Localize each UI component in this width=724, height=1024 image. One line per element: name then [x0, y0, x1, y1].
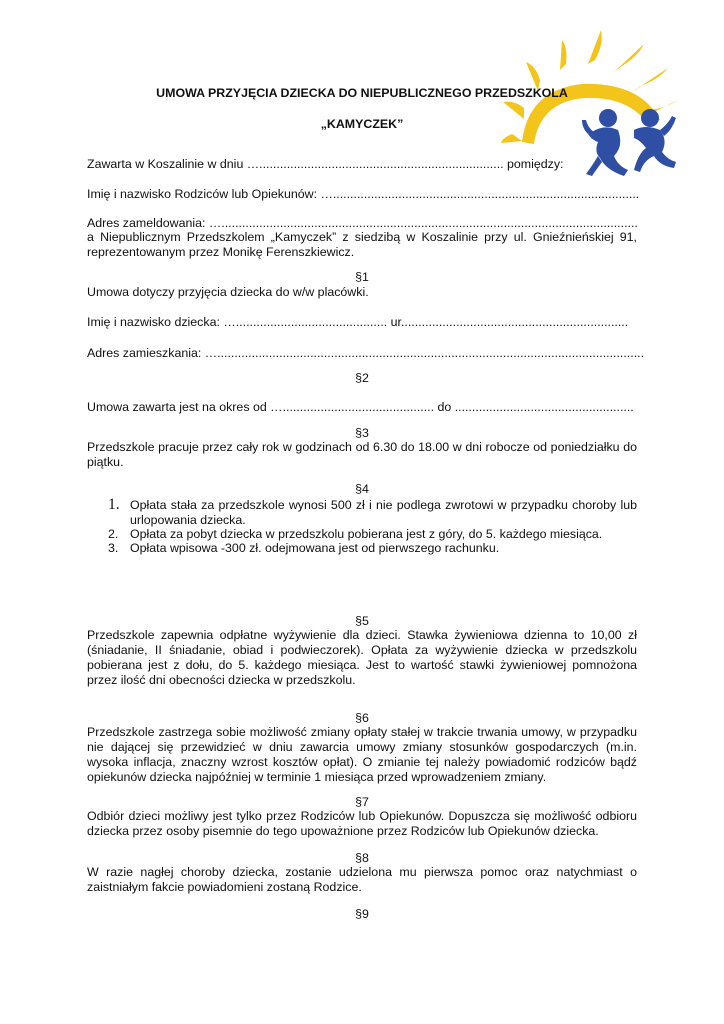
section-6-heading: §6: [355, 711, 369, 725]
section-5-heading: §5: [355, 614, 369, 628]
section-3-heading: §3: [355, 426, 369, 440]
list-item-number: 1.: [108, 496, 120, 513]
list-item-number: 2.: [108, 527, 119, 541]
section-6-text: Przedszkole zastrzega sobie możliwość zmiany opłaty stałej w trakcie trwania umowy, w przypadku nie dającej się przewidzieć w dniu zawarcia umowy zmiany stosunków gospodarczych (m.in. wysoka inflacja, znaczny wzrost kosztów opłat). O zmianie tej należy powiadomić rodziców bądź opiekunów dziecka najpóźniej w terminie 1 miesiąca przed wprowadzeniem zmiany.: [87, 725, 637, 784]
section-7-text: Odbiór dzieci możliwy jest tylko przez Rodziców lub Opiekunów. Dopuszcza się możliwość odbioru dziecka przez osoby pisemnie do tego upoważnione przez Rodziców lub Opiekunów dziecka.: [87, 809, 637, 838]
fee-list-item-2: Opłata za pobyt dziecka w przedszkolu pobierana jest z góry, do 5. każdego miesiąca.: [130, 527, 603, 541]
residence-address-line: Adres zamieszkania: …............................................................................................................................: [87, 346, 645, 360]
fee-list-item-3: Opłata wpisowa -300 zł. odejmowana jest od pierwszego rachunku.: [130, 541, 500, 555]
fee-list-item-1: Opłata stała za przedszkole wynosi 500 zł i nie podlega zwrotowi w przypadku choroby lub urlopowania dziecka.: [130, 498, 637, 527]
section-1-heading: §1: [355, 270, 369, 284]
section-2-text: Umowa zawarta jest na okres od …............................................ do ....................................................: [87, 400, 634, 414]
document-title: UMOWA PRZYJĘCIA DZIECKA DO NIEPUBLICZNEGO PRZEDSZKOLA: [156, 86, 568, 100]
section-4-heading: §4: [355, 482, 369, 496]
section-7-heading: §7: [355, 795, 369, 809]
list-item-number: 3.: [108, 541, 119, 555]
concluded-line: Zawarta w Koszalinie w dniu …....................................................................... pomiędzy:: [87, 157, 564, 171]
section-8-text: W razie nagłej choroby dziecka, zostanie udzielona mu pierwsza pomoc oraz natychmiast o zaistniałym fakcie powiadomieni zostaną Rodzice.: [87, 865, 637, 894]
preschool-party-paragraph: a Niepublicznym Przedszkolem „Kamyczek” z siedzibą w Koszalinie przy ul. Gnieźnieńskiej 91, reprezentowanym przez Monikę Ferenszkiewicz.: [87, 230, 637, 259]
child-name-line: Imię i nazwisko dziecka: …............................................ ur..................................................................: [87, 315, 629, 329]
section-1-text: Umowa dotyczy przyjęcia dziecka do w/w placówki.: [87, 285, 369, 299]
section-3-text: Przedszkole pracuje przez cały rok w godzinach od 6.30 do 18.00 w dni robocze od poniedziałku do piątku.: [87, 440, 637, 469]
registered-address-line: Adres zameldowania: ….........................................................................................................................: [87, 216, 638, 230]
section-8-heading: §8: [355, 851, 369, 865]
section-2-heading: §2: [355, 371, 369, 385]
preschool-name: „KAMYCZEK”: [320, 117, 404, 131]
section-9-heading: §9: [355, 907, 369, 921]
section-5-text: Przedszkole zapewnia odpłatne wyżywienie dla dzieci. Stawka żywieniowa dzienna to 10,00 zł (śniadanie, II śniadanie, obiad i podwieczorek). Opłata za wyżywienie dziecka w przedszkolu pobierana jest z dołu, do 5. każdego miesiąca. Jest to wartość stawki żywieniowej pomnożona przez ilość dni obecności dziecka w przedszkolu.: [87, 628, 637, 687]
parents-name-line: Imię i nazwisko Rodziców lub Opiekunów: ….........................................................................................: [87, 187, 640, 201]
